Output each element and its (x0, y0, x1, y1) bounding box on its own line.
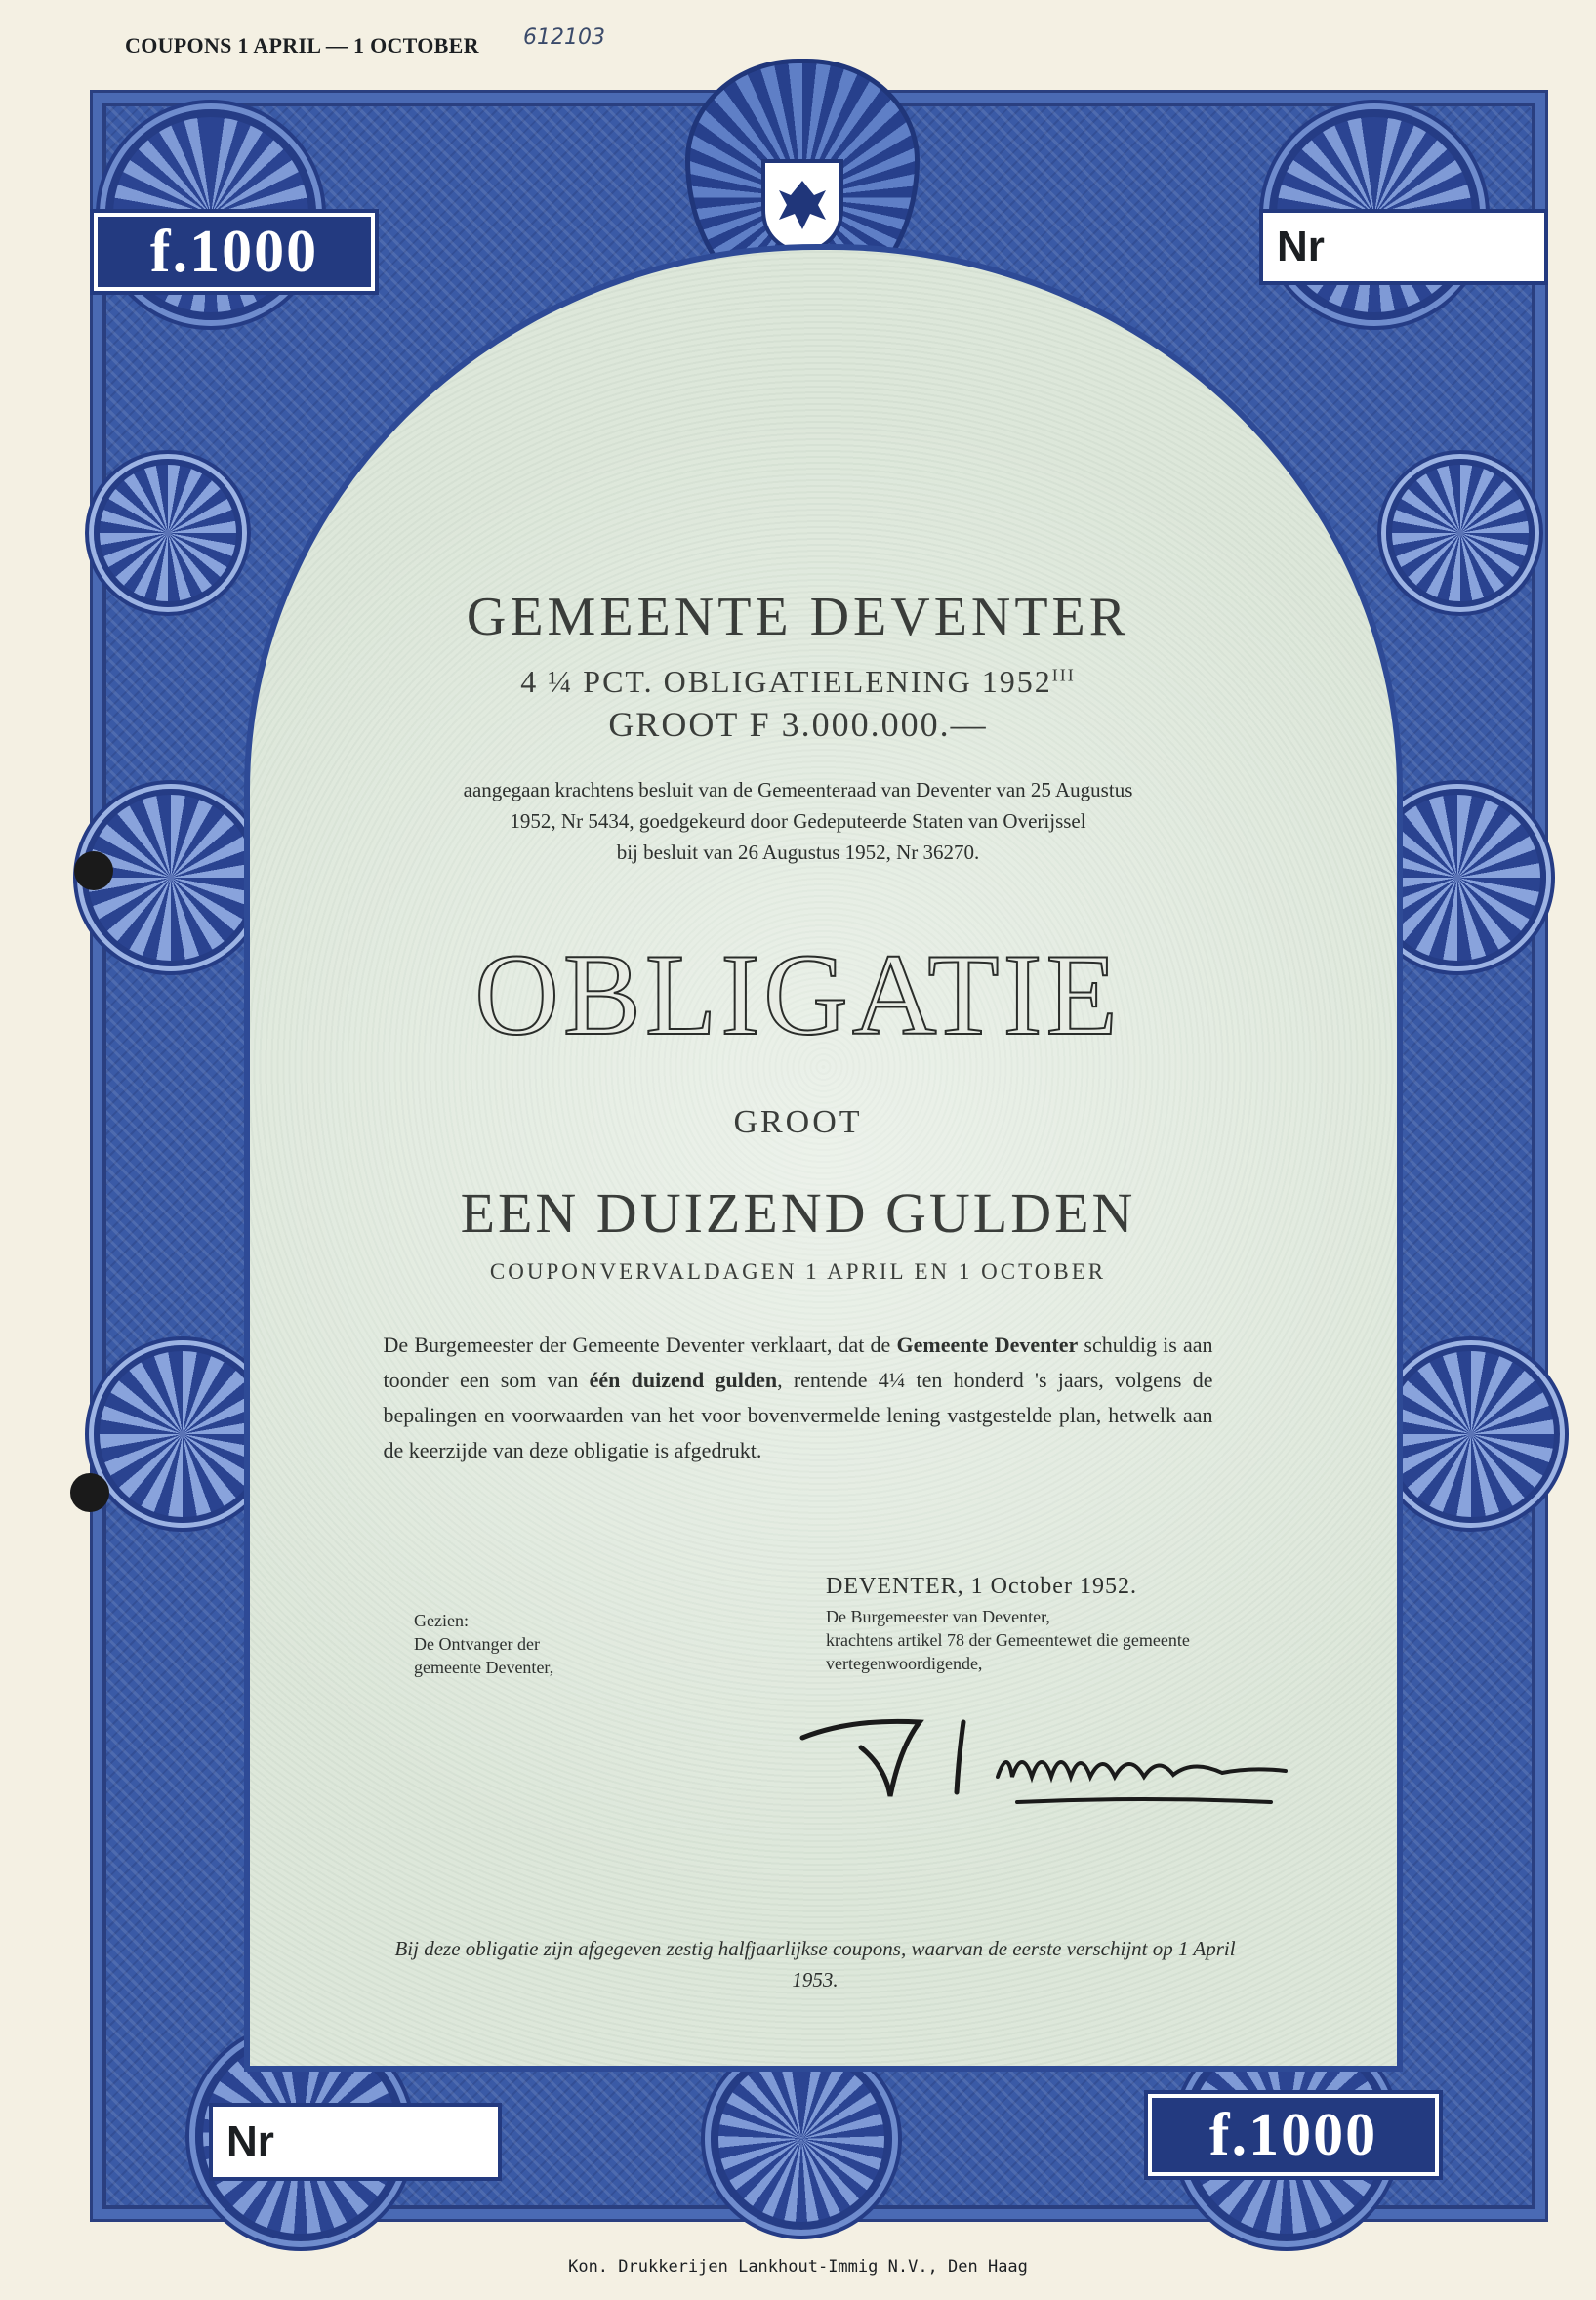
receiver-line-1: Gezien: (414, 1611, 469, 1630)
mayor-line-1: De Burgemeester van Deventer, (826, 1607, 1050, 1626)
mayor-block (826, 1572, 1265, 1675)
place-and-date: DEVENTER, 1 October 1952. (826, 1574, 1137, 1599)
mayor-line-3: vertegenwoordigende, (826, 1654, 983, 1673)
groot-label: GROOT (733, 1104, 863, 1140)
serial-number-box-bottom: Nr (209, 2103, 502, 2181)
rosette-ornament-bottom-center (711, 2048, 892, 2230)
declaration-sum: één duizend gulden (589, 1368, 778, 1392)
mayor-signature (793, 1708, 1300, 1816)
coupon-due-dates: COUPONVERVALDAGEN 1 APRIL EN 1 OCTOBER (489, 1259, 1107, 1284)
coupon-issue-note: Bij deze obligatie zijn afgegeven zestig halfjaarlijkse coupons, waarvan de eerste verschijnt op 1 April 1953. (394, 1937, 1236, 1992)
declaration-debtor: Gemeente Deventer (896, 1333, 1079, 1357)
document-title: OBLIGATIE (474, 929, 1122, 1059)
decree-line-2: 1952, Nr 5434, goedgekeurd door Gedeputeerde Staten van Overijssel (510, 809, 1086, 833)
issuer-name: GEMEENTE DEVENTER (466, 587, 1130, 647)
medallion-left-top (94, 459, 242, 607)
decree-line-3: bij besluit van 26 Augustus 1952, Nr 36270. (616, 841, 980, 864)
declaration-text (384, 1328, 1213, 1468)
receiver-line-3: gemeente Deventer, (414, 1658, 554, 1677)
mayor-line-2: krachtens artikel 78 der Gemeentewet die gemeente (826, 1630, 1190, 1650)
receiver-line-2: De Ontvanger der (414, 1634, 540, 1654)
declaration-part-2: schuldig is aan toonder een som van (383, 1333, 1213, 1392)
loan-line (322, 664, 1274, 700)
punch-hole-upper (74, 851, 113, 890)
sum-in-words: EEN DUIZEND GULDEN (460, 1181, 1136, 1245)
decree-line-1: aangegaan krachtens besluit van de Gemeenteraad van Deventer van 25 Augustus (463, 778, 1133, 801)
printer-imprint: Kon. Drukkerijen Lankhout-Immig N.V., Den Haag (568, 2257, 1028, 2277)
declaration-part-1: De Burgemeester der Gemeente Deventer verklaart, dat de (383, 1333, 897, 1357)
loan-line-text: 4 ¼ PCT. OBLIGATIELENING 1952 (520, 664, 1052, 699)
declaration-part-3: , rentende 4¼ ten honderd 's jaars, volgens de bepalingen en voorwaarden van het voor bovenvermelde lening vastgestelde plan, hetwelk aan de keerzijde van deze obligatie is afgedrukt. (383, 1368, 1213, 1462)
punch-hole-lower (70, 1473, 109, 1512)
loan-total-amount: GROOT F 3.000.000.— (608, 705, 988, 744)
handwritten-code: 612103 (523, 25, 605, 50)
receiver-block (414, 1609, 553, 1679)
denomination-badge-bottom: f.1000 (1148, 2094, 1439, 2176)
coupon-dates-header: COUPONS 1 APRIL — 1 OCTOBER (125, 33, 479, 58)
decree-text (359, 774, 1238, 868)
medallion-right-lower (1382, 1345, 1560, 1523)
serial-number-box-top: Nr (1259, 209, 1548, 285)
denomination-badge-top: f.1000 (94, 213, 375, 291)
loan-series: III (1051, 665, 1076, 685)
certificate-text (322, 586, 1274, 1468)
medallion-right-top (1386, 459, 1535, 607)
